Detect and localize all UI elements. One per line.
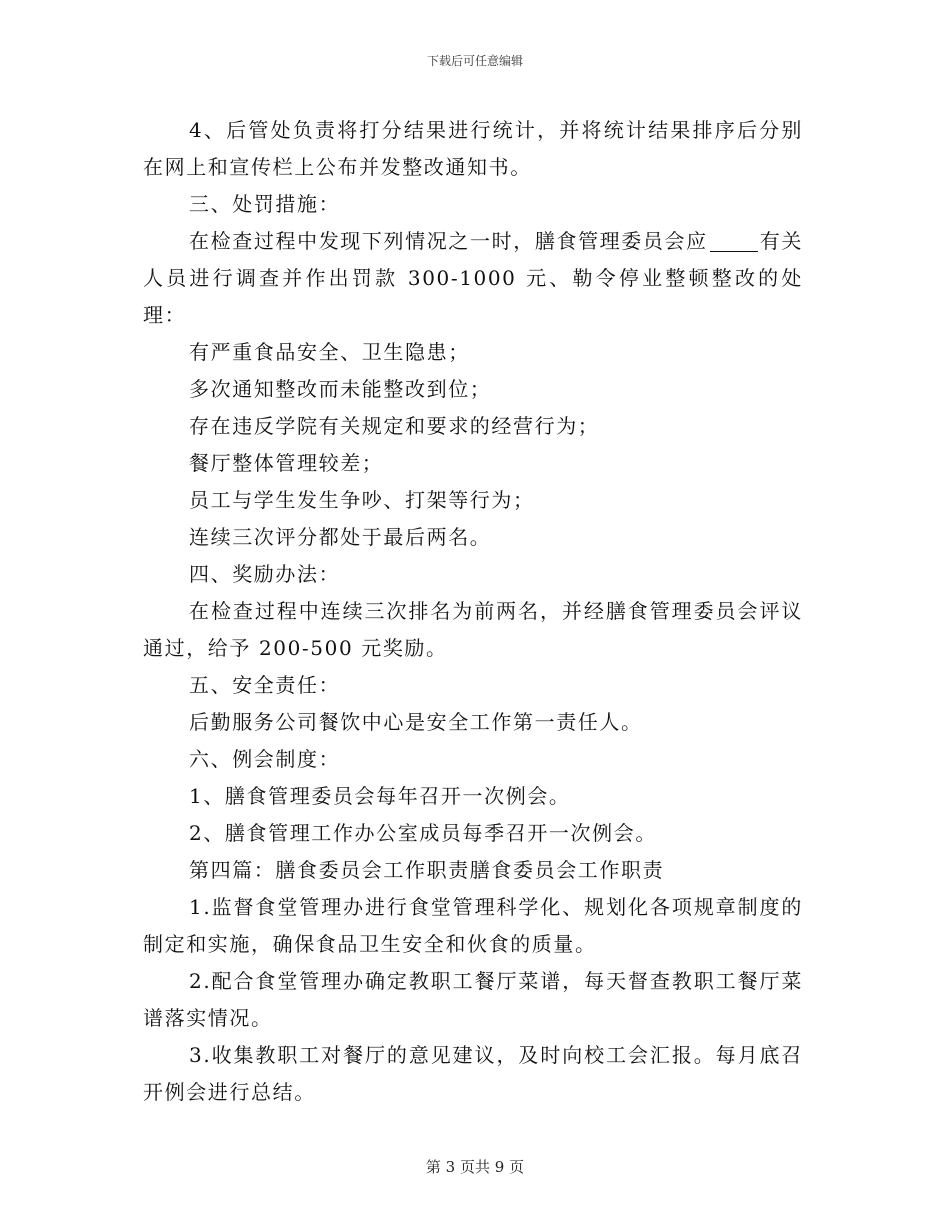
page-header: 下载后可任意编辑 (426, 54, 523, 68)
paragraph-reward: 在检查过程中连续三次排名为前两名，并经膳食管理委员会评议通过，给予 200-500 元奖励。 (143, 599, 803, 660)
list-item-violation: 存在违反学院有关规定和要求的经营行为； (189, 414, 600, 438)
heading-penalty-measures: 三、处罚措施： (189, 192, 341, 216)
list-item-food-safety: 有严重食品安全、卫生隐患； (189, 340, 470, 364)
paragraph-meeting-2: 2、膳食管理工作办公室成员每季召开一次例会。 (189, 821, 657, 845)
list-item-conflict: 员工与学生发生争吵、打架等行为； (189, 488, 535, 512)
duty-item-1: 1.监督食堂管理办进行食堂管理科学化、规划化各项规章制度的制定和实施，确保食品卫生安全和伙食的质量。 (143, 895, 803, 956)
heading-meeting-system: 六、例会制度： (189, 747, 341, 771)
paragraph-penalty-conditions (143, 223, 803, 334)
fill-in-blank (710, 231, 758, 252)
paragraph-meeting-1: 1、膳食管理委员会每年召开一次例会。 (189, 784, 571, 808)
paragraph-stats-publication: 4、后管处负责将打分结果进行统计，并将统计结果排序后分别在网上和宣传栏上公布并发整改通知书。 (143, 118, 803, 179)
list-item-rectification: 多次通知整改而未能整改到位； (189, 377, 492, 401)
duty-item-2: 2.配合食堂管理办确定教职工餐厅菜谱，每天督查教职工餐厅菜谱落实情况。 (143, 969, 803, 1030)
list-item-ranking: 连续三次评分都处于最后两名。 (189, 525, 492, 549)
paragraph-safety: 后勤服务公司餐饮中心是安全工作第一责任人。 (189, 710, 643, 734)
heading-reward-method: 四、奖励办法： (189, 562, 341, 586)
section-title-part-four: 第四篇：膳食委员会工作职责膳食委员会工作职责 (189, 858, 665, 882)
duty-item-3: 3.收集教职工对餐厅的意见建议，及时向校工会汇报。每月底召开例会进行总结。 (143, 1043, 803, 1104)
penalty-text-after: 有关人员进行调查并作出罚款 300-1000 元、勒令停业整顿整改的处理： (143, 229, 803, 327)
heading-safety-responsibility: 五、安全责任： (189, 673, 341, 697)
penalty-text-before: 在检查过程中发现下列情况之一时，膳食管理委员会应 (189, 229, 708, 253)
document-body (143, 112, 803, 1111)
page-footer: 第 3 页共 9 页 (425, 1158, 525, 1176)
list-item-management: 餐厅整体管理较差； (189, 451, 384, 475)
